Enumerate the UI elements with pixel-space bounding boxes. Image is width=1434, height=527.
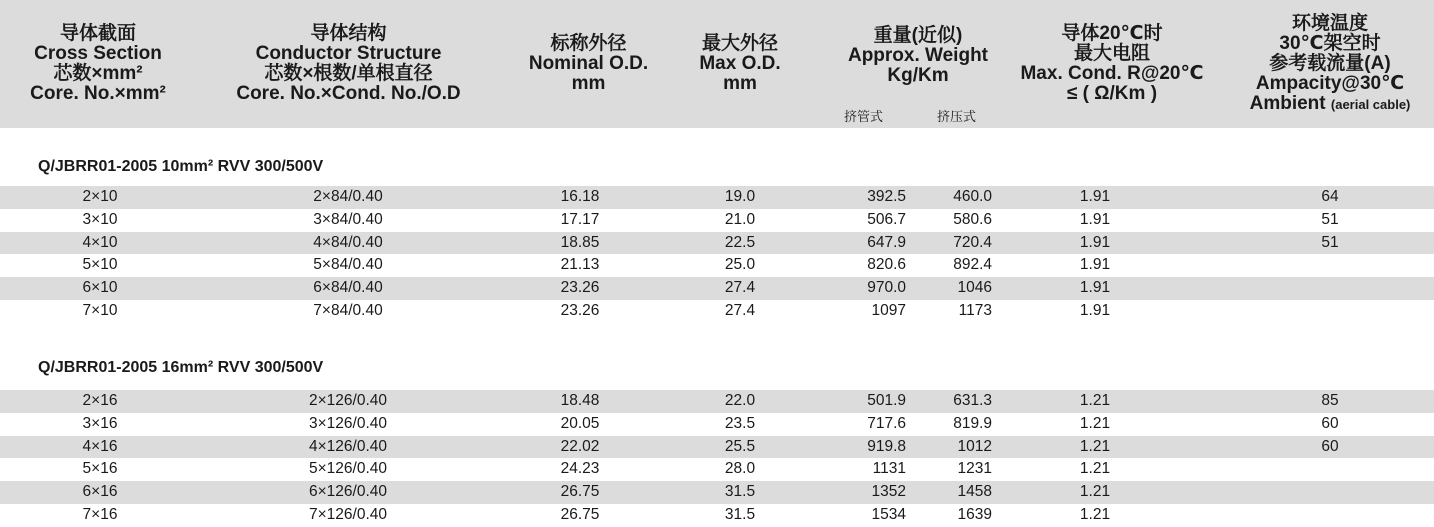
- header-aerial-cable: (aerial cable): [1330, 96, 1411, 112]
- header-line: [1250, 94, 1411, 115]
- table-cell: [1270, 277, 1390, 300]
- table-cell: 64: [1321, 188, 1339, 205]
- table-cell: 1.21: [1079, 506, 1111, 523]
- header-line: 导体截面: [59, 23, 136, 44]
- table-cell: 820.6: [867, 256, 906, 274]
- table-cell: 1639: [957, 506, 992, 523]
- header-ampacity: [1226, 0, 1434, 128]
- table-cell: 27.4: [724, 279, 756, 297]
- table-cell: 25.0: [724, 256, 756, 274]
- table-cell: 22.02: [560, 437, 600, 455]
- header-line: 导体结构: [310, 23, 387, 44]
- table-cell: 5×126/0.40: [308, 460, 387, 478]
- table-cell: 819.9: [953, 414, 992, 432]
- table-cell: 22.0: [724, 392, 756, 409]
- table-cell: 506.7: [867, 210, 906, 228]
- table-cell: 1097: [871, 302, 906, 319]
- header-line: 最大外径: [701, 33, 778, 54]
- table-row: [0, 277, 1434, 300]
- table-cell: 6×126/0.40: [308, 483, 387, 501]
- header-line: Ampacity@30℃: [1255, 72, 1405, 94]
- header-line: mm: [723, 73, 757, 94]
- table-cell: 460.0: [953, 188, 992, 205]
- table-cell: 23.5: [724, 414, 756, 432]
- header-line: 重量(近似): [873, 25, 963, 46]
- table-cell: 25.5: [724, 437, 756, 455]
- table-row: [0, 504, 1434, 527]
- header-line: Approx. Weight: [847, 45, 989, 66]
- header-line: 参考载流量(A): [1269, 52, 1391, 74]
- section-title: Q/JBRR01-2005 16mm² RVV 300/500V: [38, 359, 324, 376]
- table-cell: 2×126/0.40: [308, 392, 387, 409]
- table-cell: 1.91: [1079, 279, 1111, 297]
- table-cell: 31.5: [724, 506, 756, 523]
- table-cell: 16.18: [560, 188, 600, 205]
- header-line: mm: [571, 73, 606, 94]
- table-cell: 23.26: [560, 302, 600, 319]
- header-line: Cross Section: [34, 43, 162, 64]
- header-line: Max. Cond. R@20℃: [1020, 63, 1204, 84]
- table-row: [0, 254, 1434, 277]
- header-cross-section: [0, 0, 196, 128]
- table-cell: 1131: [872, 460, 906, 478]
- table-cell: 7×126/0.40: [308, 506, 387, 523]
- table-cell: [1270, 300, 1390, 323]
- table-cell: 1.21: [1079, 460, 1111, 478]
- header-line: ≤ ( Ω/Km ): [1066, 83, 1158, 104]
- table-cell: 631.3: [953, 392, 992, 409]
- table-cell: 5×84/0.40: [313, 256, 383, 274]
- header-line: 最大电阻: [1073, 43, 1150, 64]
- header-line: Kg/Km: [887, 65, 949, 86]
- table-cell: 1046: [957, 279, 992, 297]
- table-row: [0, 390, 1434, 413]
- table-cell: 720.4: [953, 233, 992, 251]
- table-cell: 6×16: [82, 483, 118, 501]
- table-row: [0, 209, 1434, 232]
- table-cell: 1.91: [1079, 188, 1111, 205]
- table-cell: 2×16: [82, 392, 118, 409]
- header-line: 导体20℃时: [1061, 23, 1163, 44]
- table-cell: 20.05: [560, 414, 600, 432]
- header-conductor-structure: [196, 0, 501, 128]
- table-cell: [1270, 254, 1390, 277]
- table-cell: 4×16: [82, 437, 118, 455]
- table-cell: 23.26: [560, 279, 600, 297]
- table-cell: 1.21: [1079, 392, 1111, 409]
- table-cell: 31.5: [724, 483, 756, 501]
- table-cell: 26.75: [560, 483, 600, 501]
- table-row: [0, 300, 1434, 323]
- table-cell: 18.85: [560, 233, 600, 251]
- table-cell: 1534: [871, 506, 906, 523]
- table-cell: 85: [1321, 392, 1339, 409]
- table-cell: 1231: [957, 460, 992, 478]
- table-cell: 2×84/0.40: [313, 188, 383, 205]
- table-cell: 970.0: [867, 279, 906, 297]
- table-cell: 5×10: [82, 256, 118, 274]
- table-cell: 51: [1321, 233, 1339, 251]
- header-nominal-od: [501, 0, 676, 128]
- header-line: Conductor Structure: [255, 43, 442, 64]
- header-max-resistance: [1000, 0, 1224, 128]
- table-row: [0, 481, 1434, 504]
- table-cell: 1.21: [1079, 437, 1111, 455]
- header-line: Nominal O.D.: [528, 53, 649, 74]
- table-cell: 1.21: [1079, 483, 1111, 501]
- table-row: [0, 436, 1434, 459]
- table-cell: 60: [1321, 414, 1339, 432]
- table-cell: 21.13: [560, 256, 600, 274]
- table-cell: 27.4: [724, 302, 756, 319]
- section-title: Q/JBRR01-2005 10mm² RVV 300/500V: [38, 158, 324, 175]
- table-cell: 1.91: [1079, 302, 1111, 319]
- table-cell: 7×10: [82, 302, 118, 319]
- table-cell: 3×16: [82, 414, 118, 432]
- header-line: 芯数×根数/单根直径: [264, 63, 433, 84]
- table-cell: 2×10: [82, 188, 118, 205]
- table-cell: 22.5: [724, 233, 756, 251]
- table-row: [0, 232, 1434, 255]
- header-ambient: Ambient: [1249, 92, 1326, 114]
- table-cell: 1.91: [1079, 210, 1111, 228]
- table-cell: [1270, 481, 1390, 504]
- table-cell: 28.0: [724, 460, 756, 478]
- table-cell: 3×126/0.40: [308, 414, 387, 432]
- header-line: 环境温度: [1291, 12, 1368, 34]
- table-cell: 1012: [957, 437, 992, 455]
- table-cell: 647.9: [867, 233, 906, 251]
- table-cell: 6×84/0.40: [313, 279, 383, 297]
- table-cell: 51: [1321, 210, 1339, 228]
- table-cell: [1270, 504, 1390, 527]
- table-cell: 26.75: [560, 506, 600, 523]
- table-cell: 7×84/0.40: [313, 302, 383, 319]
- table-cell: 60: [1321, 437, 1339, 455]
- table-cell: 4×126/0.40: [308, 437, 387, 455]
- header-line: 芯数×mm²: [53, 63, 143, 84]
- table-cell: 892.4: [953, 256, 992, 274]
- table-cell: 17.17: [560, 210, 600, 228]
- table-cell: 392.5: [867, 188, 906, 205]
- table-header: [0, 0, 1434, 128]
- table-row: [0, 458, 1434, 481]
- table-cell: 1352: [871, 483, 906, 501]
- header-line: 30℃架空时: [1279, 32, 1381, 54]
- header-sub-extrusion-tube: 挤管式: [844, 109, 884, 124]
- table-cell: 4×84/0.40: [313, 233, 383, 251]
- table-cell: 21.0: [724, 210, 756, 228]
- header-line: 标称外径: [550, 33, 627, 54]
- header-line: Max O.D.: [699, 53, 781, 74]
- table-cell: 6×10: [82, 279, 118, 297]
- table-cell: 7×16: [82, 506, 118, 523]
- table-cell: 1458: [957, 483, 992, 501]
- header-sub-extrusion-press: 挤压式: [937, 109, 977, 124]
- table-row: [0, 186, 1434, 209]
- table-row: [0, 413, 1434, 436]
- table-cell: 5×16: [82, 460, 118, 478]
- table-cell: 4×10: [82, 233, 118, 251]
- table-cell: 717.6: [867, 414, 906, 432]
- table-cell: 1.21: [1079, 414, 1111, 432]
- table-cell: 1.91: [1079, 233, 1111, 251]
- table-cell: 19.0: [724, 188, 756, 205]
- table-cell: 919.8: [867, 437, 906, 455]
- header-max-od: [676, 0, 804, 128]
- table-cell: 501.9: [867, 392, 906, 409]
- table-cell: [1270, 458, 1390, 481]
- table-cell: 24.23: [560, 460, 600, 478]
- table-cell: 1173: [958, 302, 992, 319]
- table-cell: 3×84/0.40: [313, 210, 383, 228]
- table-cell: 18.48: [560, 392, 600, 409]
- table-cell: 580.6: [953, 210, 992, 228]
- header-line: Core. No.×Cond. No./O.D: [236, 83, 461, 104]
- table-cell: 1.91: [1079, 256, 1111, 274]
- header-line: Core. No.×mm²: [30, 83, 166, 104]
- table-cell: 3×10: [82, 210, 118, 228]
